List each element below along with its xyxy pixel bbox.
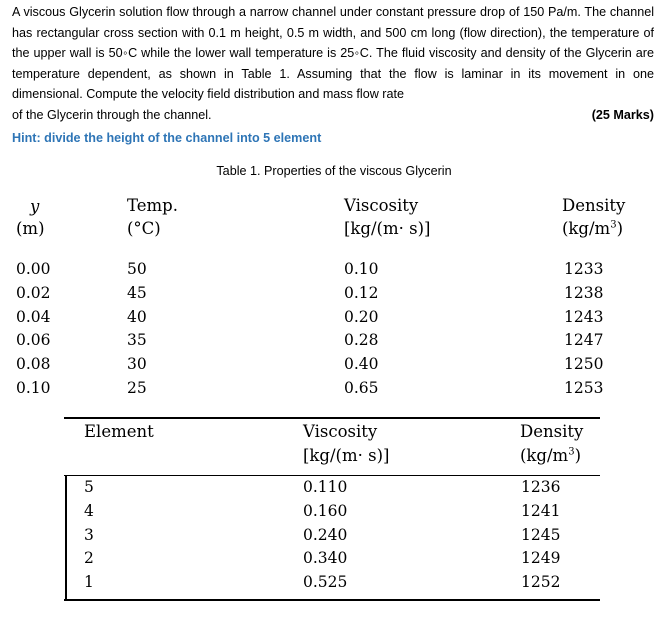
table-cell: 0.65 bbox=[344, 378, 379, 397]
table-cell: 1241 bbox=[521, 501, 561, 520]
table1-col-density bbox=[564, 258, 603, 401]
table-cell: 0.10 bbox=[16, 378, 51, 397]
table-cell: 0.08 bbox=[16, 355, 51, 374]
table-cell: 5 bbox=[84, 478, 94, 496]
table-cell: 3 bbox=[84, 525, 94, 544]
problem-text: A viscous Glycerin solution flow through a narrow channel under constant pressure drop of 150 Pa/m. The channel has rectangular cross section with 0.1 m height, 0.5 m width, and 500 cm long (flow direction), the temperature of the upper wall is 50◦C while the lower wall temperature is 25◦C. The fluid viscosity and density of the Glycerin are temperature dependent, as shown in Table 1. Assuming that the flow is laminar in its movement in one dimensional. Compute the velocity field distribution and mass flow rate bbox=[12, 5, 654, 101]
problem-last-text: of the Glycerin through the channel. bbox=[12, 107, 212, 122]
table1-header-temp: Temp. bbox=[127, 196, 178, 215]
table-cell: 45 bbox=[127, 283, 147, 302]
table1-header-y: y bbox=[30, 197, 40, 216]
density-unit-exp: 3 bbox=[610, 219, 617, 231]
density-unit-exp: 3 bbox=[568, 446, 575, 458]
table-cell: 0.04 bbox=[16, 307, 51, 326]
table-cell: 4 bbox=[84, 501, 94, 520]
table2-bottom-rule bbox=[64, 599, 600, 601]
table-cell: 0.00 bbox=[16, 260, 51, 278]
table-cell: 2 bbox=[84, 549, 94, 568]
table-cell: 0.20 bbox=[344, 307, 379, 326]
table1-header-density: Density bbox=[562, 196, 626, 215]
table-cell: 0.525 bbox=[303, 573, 348, 592]
table1-header-density-unit bbox=[562, 218, 623, 240]
table2-col-element bbox=[84, 476, 94, 595]
table1-col-viscosity bbox=[344, 258, 379, 401]
table-cell: 1238 bbox=[564, 283, 604, 302]
table-cell: 50 bbox=[127, 260, 147, 278]
table-cell: 35 bbox=[127, 331, 147, 350]
table-cell: 40 bbox=[127, 307, 147, 326]
table1-header-y-unit: (m) bbox=[16, 219, 45, 238]
table-cell: 1243 bbox=[564, 307, 604, 326]
density-unit-close: ) bbox=[574, 446, 582, 465]
table2-top-rule bbox=[64, 417, 600, 419]
problem-statement bbox=[12, 2, 654, 125]
table-cell: 0.160 bbox=[303, 501, 348, 520]
table-cell: 0.02 bbox=[16, 283, 51, 302]
table-cell: 1252 bbox=[521, 573, 561, 592]
table-cell: 0.340 bbox=[303, 549, 348, 568]
table-cell: 25 bbox=[127, 378, 147, 397]
problem-last-line bbox=[12, 105, 654, 126]
density-unit-base: (kg/m bbox=[562, 219, 611, 238]
table-cell: 1245 bbox=[521, 525, 561, 544]
table2-col-viscosity bbox=[303, 476, 347, 595]
table-cell: 1233 bbox=[564, 260, 604, 278]
density-unit-close: ) bbox=[616, 219, 624, 238]
table1-caption: Table 1. Properties of the viscous Glycerin bbox=[216, 164, 452, 178]
table1-header-temp-unit: (°C) bbox=[127, 219, 161, 238]
table-cell: 0.28 bbox=[344, 331, 379, 350]
table-cell: 0.110 bbox=[303, 478, 348, 496]
table2-header-density: Density bbox=[520, 422, 584, 441]
problem-marks: (25 Marks) bbox=[591, 107, 654, 122]
table-cell: 1249 bbox=[521, 549, 561, 568]
table-cell: 30 bbox=[127, 355, 147, 374]
table2-header-element: Element bbox=[84, 422, 154, 441]
table1-header-viscosity: Viscosity bbox=[344, 196, 419, 215]
table2-left-border bbox=[65, 476, 67, 600]
table2-header-viscosity-unit: [kg/(m· s)] bbox=[303, 446, 390, 465]
table-cell: 1250 bbox=[564, 355, 604, 374]
hint-text: Hint: divide the height of the channel into 5 element bbox=[12, 131, 322, 145]
table-cell: 0.10 bbox=[344, 260, 379, 278]
table-cell: 1247 bbox=[564, 331, 604, 350]
table2-header-density-unit bbox=[520, 445, 581, 467]
table-cell: 1236 bbox=[521, 478, 561, 496]
table-cell: 1 bbox=[84, 573, 94, 592]
table2-col-density bbox=[521, 476, 560, 595]
table1-col-y bbox=[16, 258, 51, 401]
table-cell: 0.40 bbox=[344, 355, 379, 374]
table1-col-temp bbox=[127, 258, 147, 401]
table-cell: 0.12 bbox=[344, 283, 379, 302]
table2-header-viscosity: Viscosity bbox=[303, 422, 378, 441]
table-cell: 0.06 bbox=[16, 331, 51, 350]
density-unit-base: (kg/m bbox=[520, 446, 569, 465]
table1-header-viscosity-unit: [kg/(m· s)] bbox=[344, 219, 431, 238]
table-cell: 1253 bbox=[564, 378, 604, 397]
table-cell: 0.240 bbox=[303, 525, 348, 544]
